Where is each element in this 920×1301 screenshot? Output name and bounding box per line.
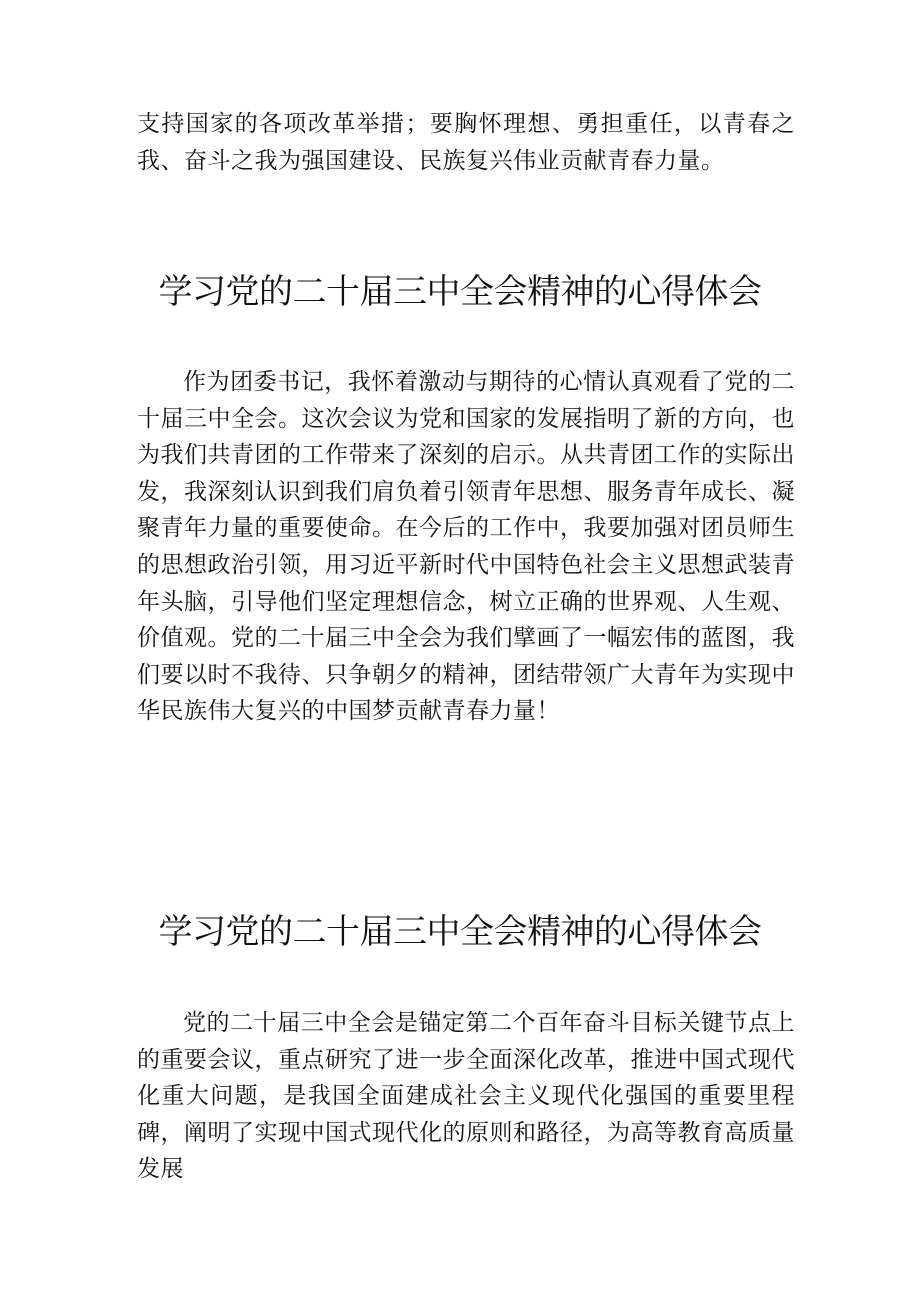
intro-paragraph: 支持国家的各项改革举措；要胸怀理想、勇担重任，以青春之我、奋斗之我为强国建设、民族复兴伟业贡献青春力量。: [137, 111, 795, 174]
section-2-body: 党的二十届三中全会是锚定第二个百年奋斗目标关键节点上的重要会议，重点研究了进一步全面深化改革，推进中国式现代化重大问题，是我国全面建成社会主义现代化强国的重要里程碑，阐明了实现中国式现代化的原则和路径，为高等教育高质量发展: [137, 1010, 795, 1183]
section-2-title: 学习党的二十届三中全会精神的心得体会: [158, 912, 762, 952]
section-1-body: 作为团委书记，我怀着激动与期待的心情认真观看了党的二十届三中全会。这次会议为党和国家的发展指明了新的方向，也为我们共青团的工作带来了深刻的启示。从共青团工作的实际出发，我深刻认识到我们肩负着引领青年思想、服务青年成长、凝聚青年力量的重要使命。在今后的工作中，我要加强对团员师生的思想政治引领，用习近平新时代中国特色社会主义思想武装青年头脑，引导他们坚定理想信念，树立正确的世界观、人生观、价值观。党的二十届三中全会为我们擘画了一幅宏伟的蓝图，我们要以时不我待、只争朝夕的精神，团结带领广大青年为实现中华民族伟大复兴的中国梦贡献青春力量！: [137, 369, 795, 725]
section-1-title: 学习党的二十届三中全会精神的心得体会: [158, 272, 762, 312]
